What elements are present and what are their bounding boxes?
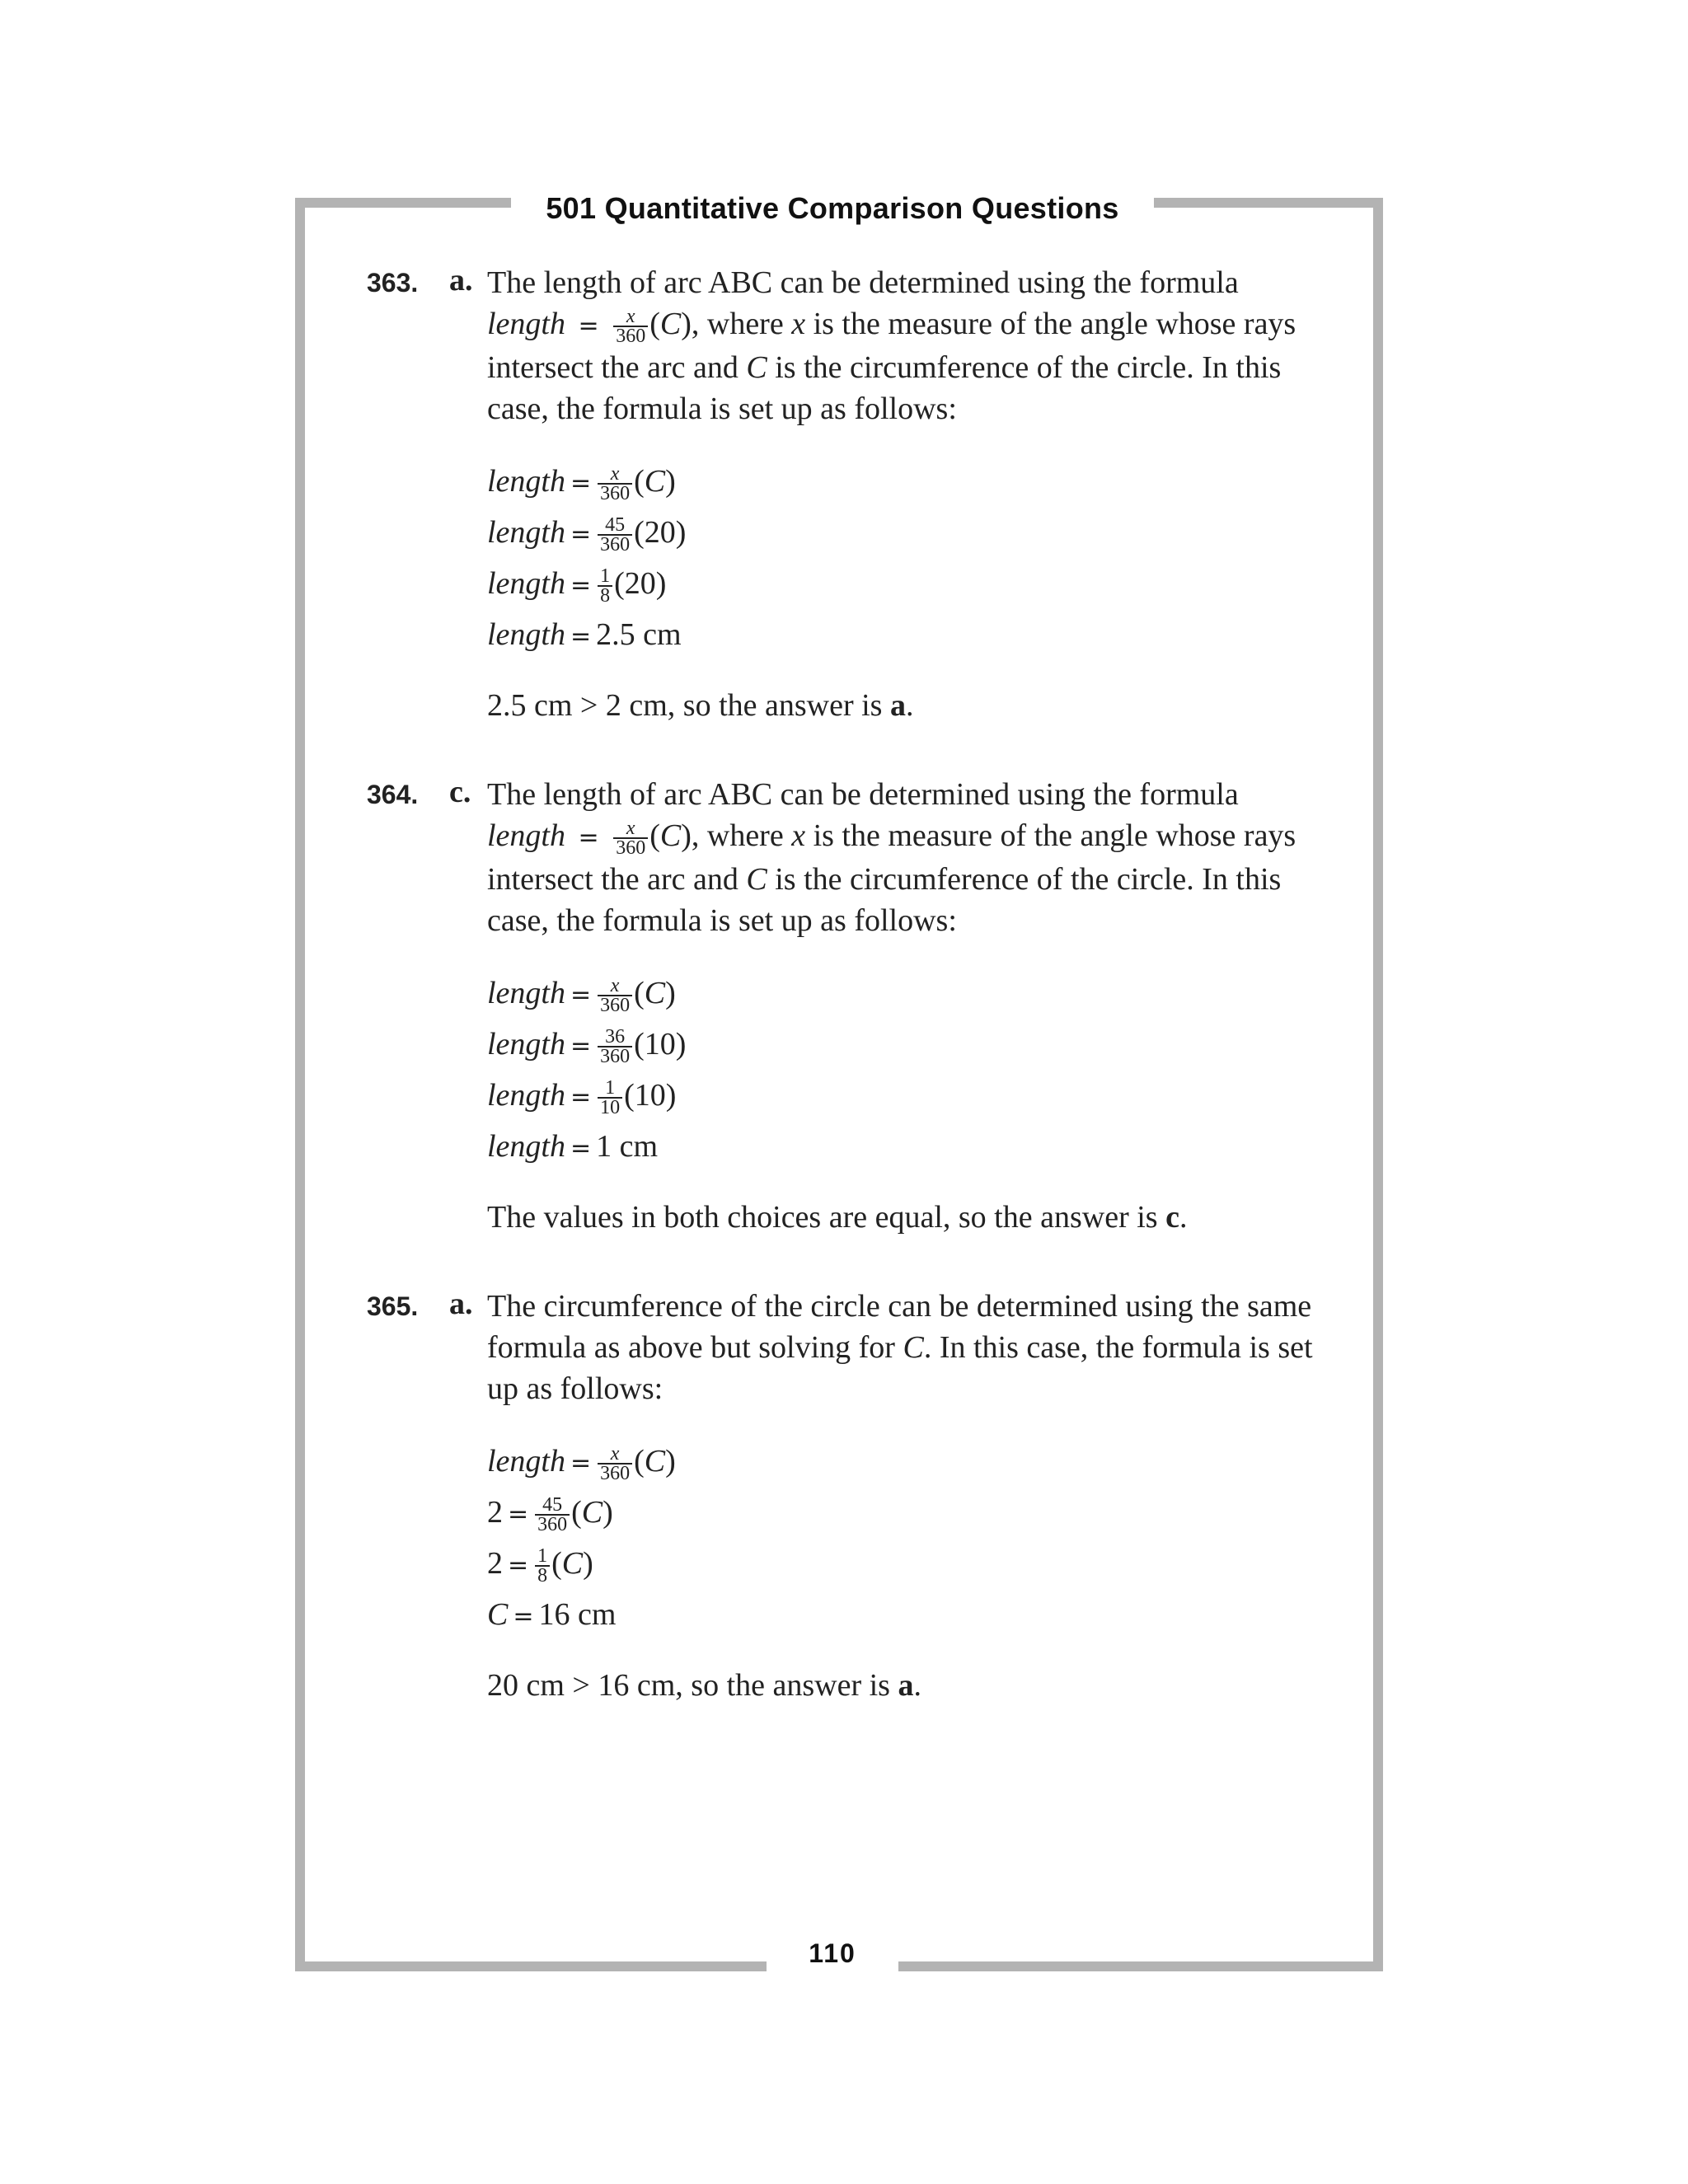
question-number: 365.: [367, 1291, 419, 1321]
formula-line: length = $\frac{45}{360}$ (20): [487, 514, 687, 556]
page-number: 110: [767, 1933, 898, 1974]
fraction: $\frac{x}{360}$: [613, 819, 648, 857]
explanation-text: The circumference of the circle can be determined using the same formula as above but solving for C. In this case, the formula is set up as follows:: [487, 1289, 1313, 1406]
fraction: $\frac{x}{360}$: [598, 465, 632, 503]
fraction: $\frac{45}{360}$: [535, 1496, 570, 1534]
conclusion-text: 2.5 cm > 2 cm, so the answer is a.: [487, 688, 914, 723]
answer-363: [367, 262, 1323, 726]
formula-line: length = $\frac{x}{360}$ (C): [487, 463, 676, 505]
answer-365: [367, 1286, 1323, 1706]
answer-letter: a.: [449, 263, 473, 298]
formula-line: length = $\frac{x}{360}$ (C): [487, 1443, 676, 1485]
question-number: 363.: [367, 268, 419, 298]
fraction: $\frac{1}{8}$: [598, 567, 612, 605]
answer-letter: a.: [449, 1286, 473, 1321]
formula-block: [487, 456, 1323, 660]
frame-bottom-left: [295, 1961, 773, 1971]
fraction: $\frac{x}{360}$: [598, 1445, 632, 1483]
frame-left: [295, 198, 305, 1971]
formula-line: C = 16 cm: [487, 1597, 617, 1632]
formula-block: [487, 968, 1323, 1172]
formula-block: [487, 1436, 1323, 1640]
fraction: $\frac{1}{10}$: [598, 1079, 622, 1117]
conclusion-text: The values in both choices are equal, so the answer is c.: [487, 1200, 1188, 1235]
fraction: $\frac{x}{360}$: [613, 307, 648, 345]
formula-line: length = 1 cm: [487, 1129, 659, 1164]
formula-line: length = $\frac{36}{360}$ (10): [487, 1026, 687, 1068]
frame-top-right: [1150, 198, 1383, 208]
answers-content: [367, 262, 1323, 1754]
page-header-title: 501 Quantitative Comparison Questions: [511, 188, 1154, 229]
answer-364: [367, 774, 1323, 1238]
formula-line: length = $\frac{1}{10}$ (10): [487, 1077, 677, 1119]
formula-line: length = 2.5 cm: [487, 617, 682, 652]
fraction: $\frac{45}{360}$: [598, 516, 632, 554]
explanation-text: The length of arc ABC can be determined using the formula length = $\frac{x}{360}$ (C), where x is the measure of the angle whose rays intersect the arc and C is the circumference of the circle. In this case, the formula is set up as follows:: [487, 265, 1296, 426]
conclusion-text: 20 cm > 16 cm, so the answer is a.: [487, 1668, 921, 1703]
question-number: 364.: [367, 780, 419, 809]
fraction: $\frac{x}{360}$: [598, 977, 632, 1015]
fraction: $\frac{36}{360}$: [598, 1028, 632, 1066]
formula-line: 2 = $\frac{1}{8}$ (C): [487, 1545, 593, 1587]
explanation-text: The length of arc ABC can be determined using the formula length = $\frac{x}{360}$ (C), where x is the measure of the angle whose rays intersect the arc and C is the circumference of the circle. In this case, the formula is set up as follows:: [487, 777, 1296, 938]
frame-right: [1373, 198, 1383, 1971]
formula-line: length = $\frac{x}{360}$ (C): [487, 975, 676, 1017]
frame-bottom-right: [894, 1961, 1383, 1971]
answer-letter: c.: [449, 775, 471, 809]
formula-line: length = $\frac{1}{8}$ (20): [487, 565, 667, 607]
frame-top-left: [295, 198, 518, 208]
fraction: $\frac{1}{8}$: [535, 1547, 550, 1585]
formula-line: 2 = $\frac{45}{360}$ (C): [487, 1494, 613, 1536]
